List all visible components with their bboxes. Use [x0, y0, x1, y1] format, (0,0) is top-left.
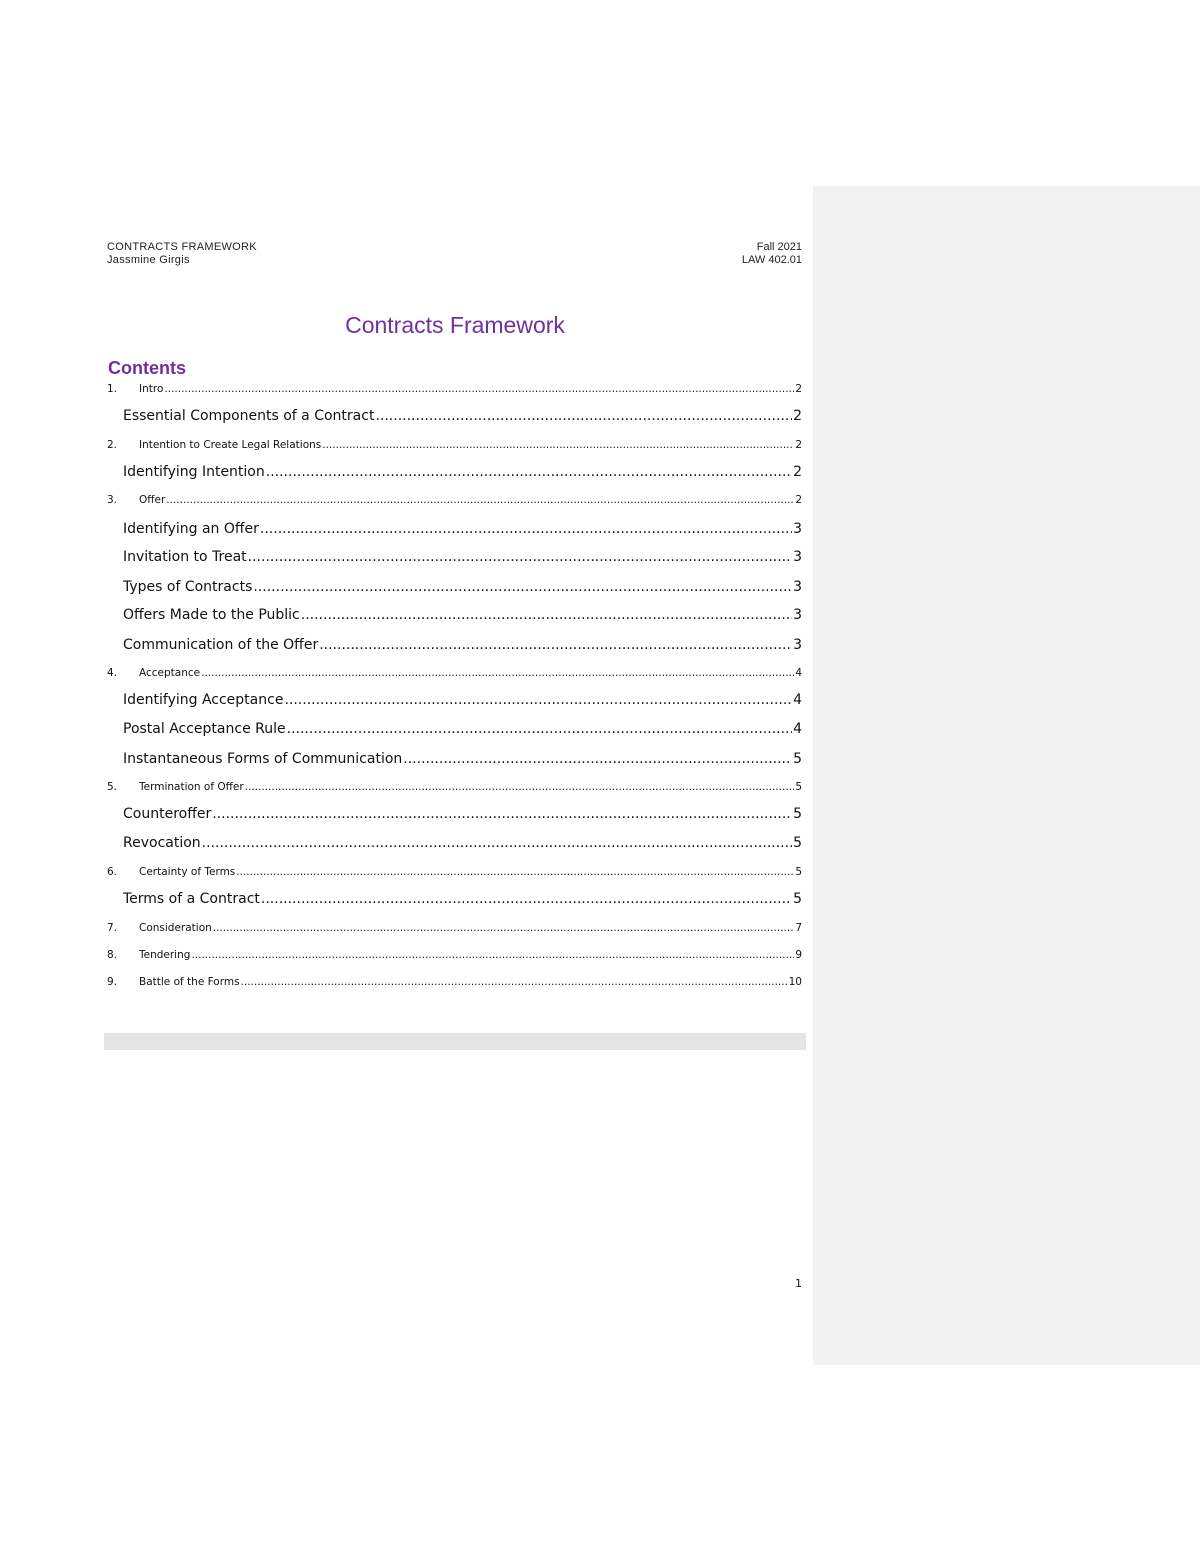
toc-leader-dots — [375, 408, 792, 424]
toc-entry-text: Battle of the Forms — [139, 976, 240, 988]
toc-entry[interactable] — [107, 408, 802, 424]
toc-entry-page: 9 — [795, 949, 802, 961]
toc-entry[interactable] — [107, 721, 802, 737]
toc-leader-dots — [403, 751, 792, 767]
header-course-title: CONTRACTS FRAMEWORK — [107, 241, 257, 253]
toc-entry[interactable] — [107, 667, 802, 679]
toc-entry-page: 4 — [793, 692, 802, 708]
toc-entry-page: 2 — [795, 383, 802, 395]
toc-leader-dots — [301, 607, 792, 623]
toc-entry[interactable] — [107, 751, 802, 767]
toc-entry-number: 2. — [107, 439, 118, 451]
toc-leader-dots — [166, 494, 794, 506]
header-term: Fall 2021 — [756, 241, 802, 253]
toc-entry-text: Intro — [139, 383, 164, 395]
toc-leader-dots — [213, 922, 795, 934]
toc-entry-text: Identifying Intention — [123, 464, 265, 480]
toc-entry-page: 3 — [793, 549, 802, 565]
toc-entry-page: 3 — [793, 521, 802, 537]
toc-entry-page: 2 — [795, 439, 802, 451]
toc-entry-text: Identifying an Offer — [123, 521, 259, 537]
toc-leader-dots — [253, 579, 792, 595]
toc-entry[interactable] — [107, 464, 802, 480]
toc-entry-text: Offers Made to the Public — [123, 607, 300, 623]
toc-leader-dots — [241, 976, 788, 988]
toc-leader-dots — [245, 781, 795, 793]
header-left — [107, 241, 257, 267]
toc-entry-page: 7 — [795, 922, 802, 934]
toc-entry-number: 7. — [107, 922, 118, 934]
toc-entry-number: 1. — [107, 383, 118, 395]
toc-entry-number: 8. — [107, 949, 118, 961]
toc-entry[interactable] — [107, 781, 802, 793]
toc-entry-text: Offer — [139, 494, 166, 506]
toc-entry[interactable] — [107, 494, 802, 506]
toc-entry[interactable] — [107, 692, 802, 708]
toc-leader-dots — [191, 949, 794, 961]
toc-leader-dots — [260, 521, 792, 537]
toc-entry-text: Acceptance — [139, 667, 201, 679]
toc-leader-dots — [284, 692, 792, 708]
toc-leader-dots — [261, 891, 792, 907]
toc-entry-text: Consideration — [139, 922, 212, 934]
comment-pane — [813, 186, 1200, 1365]
toc-entry-page: 4 — [793, 721, 802, 737]
toc-leader-dots — [287, 721, 792, 737]
toc-entry-text: Terms of a Contract — [123, 891, 260, 907]
toc-leader-dots — [266, 464, 792, 480]
toc-entry-page: 3 — [793, 637, 802, 653]
toc-entry-text: Essential Components of a Contract — [123, 408, 375, 424]
toc-entry-page: 2 — [793, 464, 802, 480]
toc-entry[interactable] — [107, 891, 802, 907]
header-course-code: LAW 402.01 — [741, 254, 802, 266]
toc-leader-dots — [248, 549, 792, 565]
toc-entry[interactable] — [107, 549, 802, 565]
toc-entry-text: Invitation to Treat — [123, 549, 247, 565]
toc-entry-page: 5 — [795, 781, 802, 793]
toc-entry[interactable] — [107, 439, 802, 451]
toc-leader-dots — [201, 667, 794, 679]
toc-entry-text: Tendering — [139, 949, 191, 961]
toc-entry[interactable] — [107, 607, 802, 623]
toc-entry-page: 10 — [788, 976, 802, 988]
toc-entry-text: Communication of the Offer — [123, 637, 319, 653]
toc-entry-number: 5. — [107, 781, 118, 793]
header-author: Jassmine Girgis — [107, 254, 190, 266]
toc-entry-number: 4. — [107, 667, 118, 679]
toc-leader-dots — [164, 383, 794, 395]
toc-entry[interactable] — [107, 579, 802, 595]
toc-entry-text: Counteroffer — [123, 806, 212, 822]
toc-entry[interactable] — [107, 866, 802, 878]
toc-entry[interactable] — [107, 976, 802, 988]
toc-entry[interactable] — [107, 922, 802, 934]
toc-entry-text: Revocation — [123, 835, 201, 851]
page-number: 1 — [795, 1277, 802, 1290]
toc-entry[interactable] — [107, 521, 802, 537]
toc-entry-number: 9. — [107, 976, 118, 988]
toc-entry-text: Intention to Create Legal Relations — [139, 439, 322, 451]
toc-entry[interactable] — [107, 949, 802, 961]
toc-entry-page: 5 — [793, 891, 802, 907]
header-right — [600, 241, 802, 267]
toc-entry-page: 5 — [793, 835, 802, 851]
toc-entry-text: Types of Contracts — [123, 579, 253, 595]
toc-entry-page: 3 — [793, 607, 802, 623]
toc-entry-text: Instantaneous Forms of Communication — [123, 751, 403, 767]
toc-entry-page: 5 — [795, 866, 802, 878]
toc-heading: Contents — [108, 358, 186, 378]
toc-entry-page: 2 — [793, 408, 802, 424]
toc-entry-text: Identifying Acceptance — [123, 692, 284, 708]
toc-entry-number: 6. — [107, 866, 118, 878]
toc-entry[interactable] — [107, 637, 802, 653]
toc-entry-text: Termination of Offer — [139, 781, 244, 793]
toc-entry-text: Certainty of Terms — [139, 866, 236, 878]
toc-entry[interactable] — [107, 806, 802, 822]
toc-entry-page: 5 — [793, 751, 802, 767]
toc-entry-number: 3. — [107, 494, 118, 506]
toc-leader-dots — [212, 806, 792, 822]
toc-entry-text: Postal Acceptance Rule — [123, 721, 286, 737]
toc-entry-page: 3 — [793, 579, 802, 595]
document-title: Contracts Framework — [345, 312, 565, 338]
toc-leader-dots — [202, 835, 792, 851]
toc-entry[interactable] — [107, 835, 802, 851]
toc-leader-dots — [319, 637, 792, 653]
toc-entry-page: 5 — [793, 806, 802, 822]
toc-entry-page: 2 — [795, 494, 802, 506]
toc-leader-dots — [236, 866, 794, 878]
toc-entry[interactable] — [107, 383, 802, 395]
toc-leader-dots — [322, 439, 794, 451]
section-break-bar — [104, 1033, 806, 1050]
toc-entry-page: 4 — [795, 667, 802, 679]
